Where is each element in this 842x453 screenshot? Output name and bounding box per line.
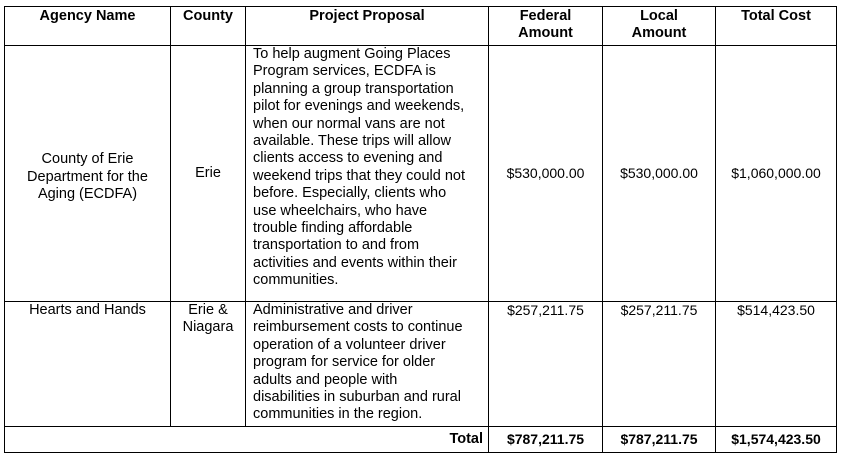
totals-row xyxy=(5,427,837,453)
total-local-amount: $787,211.75 xyxy=(603,427,716,453)
total-cost-cell: $514,423.50 xyxy=(716,302,837,427)
project-proposal-cell: To help augment Going Places Program services, ECDFA is planning a group transportation pilot for evenings and weekends, when our normal vans are not available. These trips will allow clients access to evening and weekend trips that they could not before. Especially, clients who use wheelchairs, who have trouble finding affordable transportation to and from activities and events within their communities. xyxy=(246,46,489,302)
agency-name-cell: County of Erie Department for the Aging (ECDFA) xyxy=(5,46,171,302)
total-label: Total xyxy=(5,427,489,453)
local-amount-cell: $257,211.75 xyxy=(603,302,716,427)
county-cell: Erie xyxy=(171,46,246,302)
header-row xyxy=(5,7,837,46)
total-cost-cell: $1,060,000.00 xyxy=(716,46,837,302)
federal-amount-cell: $257,211.75 xyxy=(489,302,603,427)
project-proposal-cell: Administrative and driver reimbursement costs to continue operation of a volunteer driver program for service for older adults and people with disabilities in suburban and rural communities in the region. xyxy=(246,302,489,427)
header-county: County xyxy=(171,7,246,46)
county-cell: Erie & Niagara xyxy=(171,302,246,427)
grand-total-cost: $1,574,423.50 xyxy=(716,427,837,453)
table-row xyxy=(5,302,837,427)
header-local-amount: Local Amount xyxy=(603,7,716,46)
header-total-cost: Total Cost xyxy=(716,7,837,46)
header-agency-name: Agency Name xyxy=(5,7,171,46)
federal-amount-cell: $530,000.00 xyxy=(489,46,603,302)
local-amount-cell: $530,000.00 xyxy=(603,46,716,302)
table-row xyxy=(5,46,837,302)
header-project-proposal: Project Proposal xyxy=(246,7,489,46)
header-federal-amount: Federal Amount xyxy=(489,7,603,46)
agency-name-cell: Hearts and Hands xyxy=(5,302,171,427)
total-federal-amount: $787,211.75 xyxy=(489,427,603,453)
funding-table xyxy=(4,6,837,453)
